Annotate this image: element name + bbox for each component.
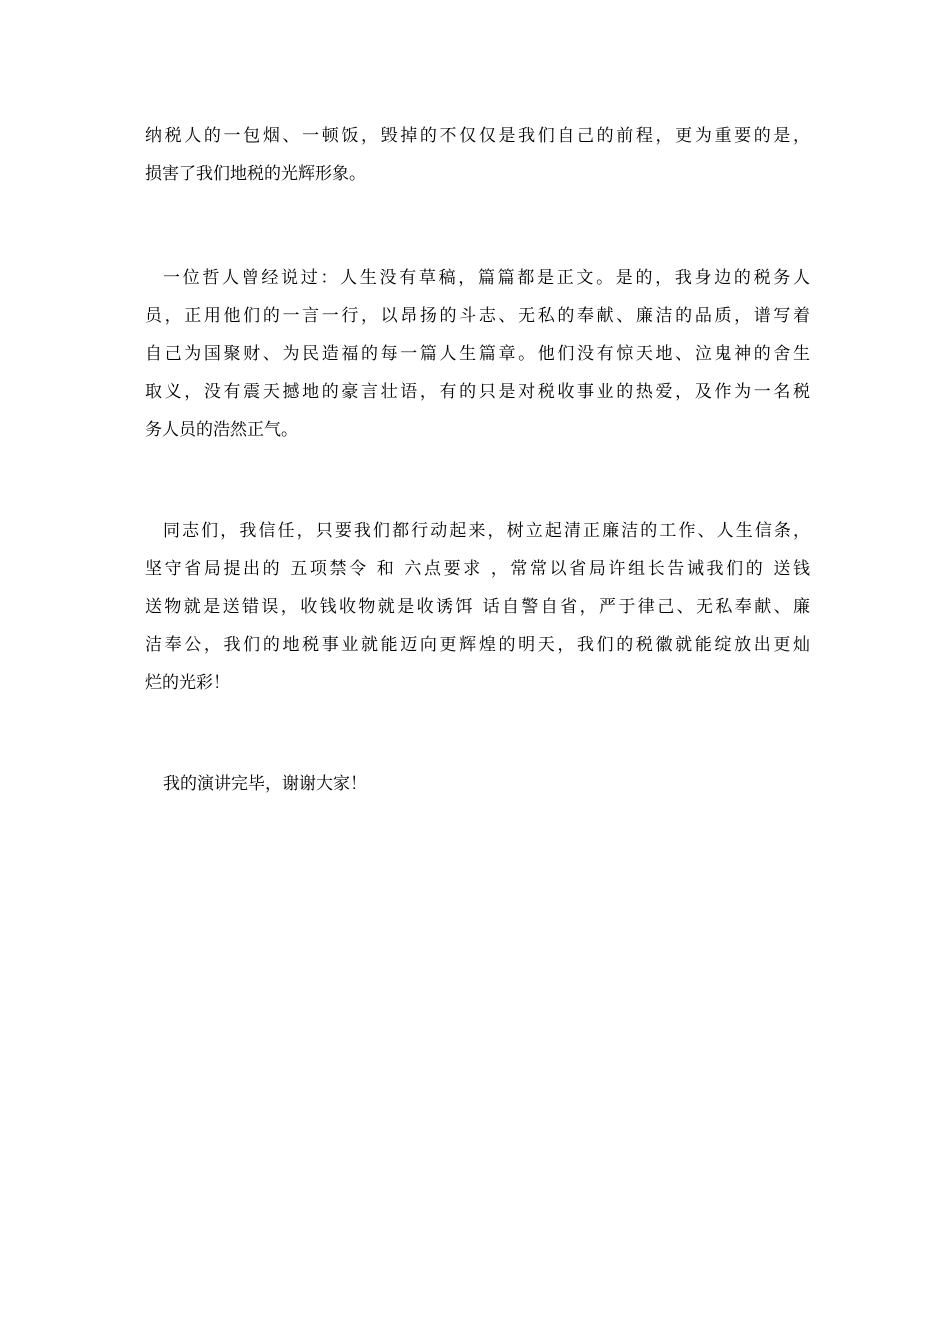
paragraph-line: 纳税人的一包烟、一顿饭，毁掉的不仅仅是我们自己的前程，更为重要的是，: [145, 126, 810, 146]
paragraph-line: 送物就是送错误，收钱收物就是收诱饵 话自警自省，严于律己、无私奉献、廉: [145, 597, 810, 617]
paragraph-1: [145, 117, 810, 193]
paragraph-line: 同志们，我信任，只要我们都行动起来，树立起清正廉洁的工作、人生信条，: [163, 521, 810, 541]
paragraph-line: 我的演讲完毕，谢谢大家！: [163, 774, 367, 794]
paragraph-3: [145, 512, 810, 702]
paragraph-line: 取义，没有震天撼地的豪言壮语，有的只是对税收事业的热爱，及作为一名税: [145, 382, 810, 402]
paragraph-line: 坚守省局提出的 五项禁令 和 六点要求 ，常常以省局许组长告诫我们的 送钱: [145, 559, 810, 579]
paragraph-2: [145, 259, 810, 449]
paragraph-line: 一位哲人曾经说过：人生没有草稿，篇篇都是正文。是的，我身边的税务人: [163, 268, 810, 288]
paragraph-line: 损害了我们地税的光辉形象。: [145, 164, 366, 184]
paragraph-line: 务人员的浩然正气。: [145, 420, 298, 440]
paragraph-line: 自己为国聚财、为民造福的每一篇人生篇章。他们没有惊天地、泣鬼神的舍生: [145, 344, 810, 364]
paragraph-4: [145, 765, 810, 803]
paragraph-line: 洁奉公，我们的地税事业就能迈向更辉煌的明天，我们的税徽就能绽放出更灿: [145, 635, 810, 655]
paragraph-line: 烂的光彩！: [145, 673, 230, 693]
paragraph-line: 员，正用他们的一言一行，以昂扬的斗志、无私的奉献、廉洁的品质，谱写着: [145, 306, 810, 326]
